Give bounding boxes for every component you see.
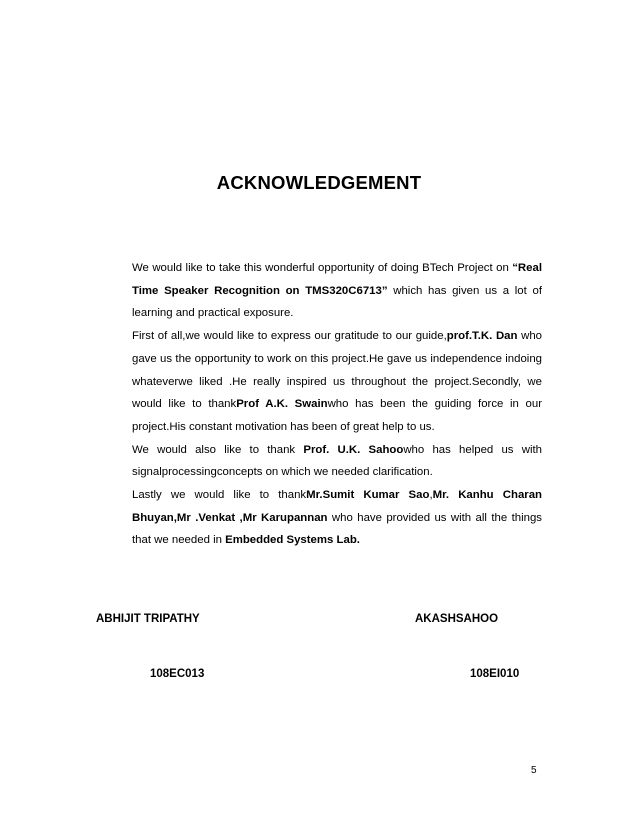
paragraph-text: which has given us a lot of learning and practical exposure. — [132, 284, 543, 320]
page-title: ACKNOWLEDGEMENT — [216, 172, 422, 193]
staff-name: Mr.Sumit Kumar Sao — [306, 489, 430, 502]
staff-names: Mr. Kanhu Charan Bhuyan,Mr .Venkat ,Mr Karupannan — [132, 489, 542, 524]
paragraph-text: who have provided us with all the things that we needed in — [132, 511, 542, 547]
professor-name: Prof. U.K. Sahoo — [303, 443, 404, 456]
paragraph-guide-thanks — [132, 325, 542, 439]
paragraph-text: Lastly we would like to thank — [132, 489, 307, 502]
paragraph-project-intro — [132, 257, 542, 325]
signatory-right-name: AKASHSAHOO — [415, 613, 499, 625]
lab-name: Embedded Systems Lab. — [225, 534, 360, 547]
paragraph-text: We would also like to thank — [132, 443, 304, 456]
signatory-left-roll: 108EC013 — [150, 668, 205, 680]
signatory-left-name: ABHIJIT TRIPATHY — [96, 613, 200, 625]
paragraph-text: who has helped us with signalprocessingconcepts on which we needed clarification. — [132, 443, 542, 479]
project-title: “Real Time Speaker Recognition on TMS320C6713” — [132, 262, 542, 297]
paragraph-text: who has been the guiding force in our project.His constant motivation has been of great help to us. — [132, 398, 542, 433]
paragraph-lab-thanks — [132, 484, 542, 552]
guide-name: prof.T.K. Dan — [446, 330, 518, 343]
professor-name: Prof A.K. Swain — [236, 398, 328, 411]
paragraph-text: First of all,we would like to express our gratitude to our guide, — [132, 330, 447, 343]
signatory-right-roll: 108EI010 — [470, 668, 520, 680]
paragraph-text: , — [429, 489, 433, 502]
paragraph-text: We would like to take this wonderful opportunity of doing BTech Project on — [132, 262, 513, 274]
paragraph-professor-thanks — [132, 439, 542, 484]
page-number: 5 — [531, 765, 537, 776]
paragraph-text: who gave us the opportunity to work on this project.He gave us independence indoing whateverwe liked .He really inspired us throughout the project.Secondly, we would like to thank — [132, 330, 542, 411]
acknowledgement-body — [132, 257, 542, 552]
